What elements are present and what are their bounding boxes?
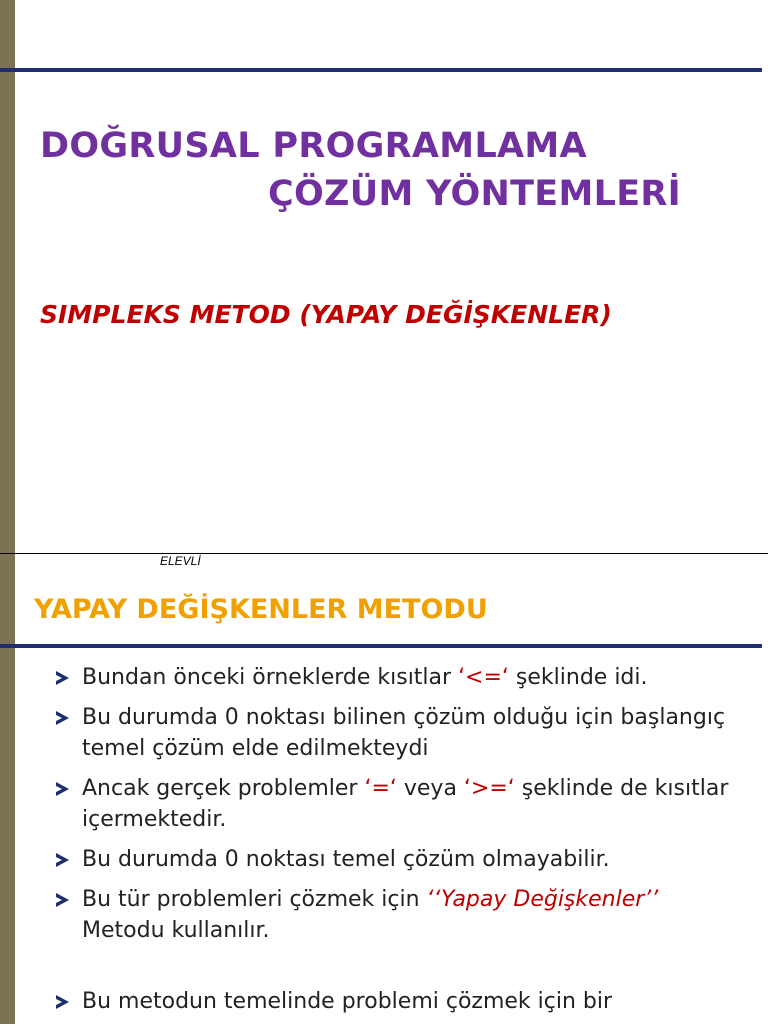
slide-side-bar: [0, 0, 15, 1024]
bullet-text: Bu durumda 0 noktası temel çözüm olmayabilir.: [82, 847, 610, 872]
bullet-highlight: ‘<=‘: [458, 665, 509, 690]
bullet-highlight: ‘>=‘: [463, 776, 515, 801]
bullet-text: veya: [396, 776, 464, 801]
bullet-item: [56, 773, 736, 835]
bullet-item: [56, 986, 736, 1017]
bullet-highlight: ‘‘Yapay Değişkenler’’: [426, 887, 659, 912]
bullet-item: [56, 884, 736, 946]
bullet-text: Metodu kullanılır.: [82, 918, 270, 943]
bullet-text: şeklinde idi.: [508, 665, 648, 690]
arrow-bullet-icon: [56, 995, 69, 1009]
slide2-title: YAPAY DEĞİŞKENLER METODU: [34, 594, 488, 625]
bullet-item: [56, 844, 736, 875]
bullet-text: Bu durumda 0 noktası bilinen çözüm olduğu için başlangıç temel çözüm elde edilmekteydi: [82, 705, 726, 761]
bullet-text: şeklinde de kısıtlar içermektedir.: [82, 776, 729, 832]
slide1-footer-text: ELEVLİ: [160, 554, 201, 568]
arrow-bullet-icon: [56, 671, 69, 685]
bullet-highlight: ‘=‘: [364, 776, 397, 801]
arrow-bullet-icon: [56, 782, 69, 796]
arrow-bullet-icon: [56, 893, 69, 907]
slide1-subtitle: SIMPLEKS METOD (YAPAY DEĞİŞKENLER): [40, 300, 612, 329]
slide1-title-line-2: ÇÖZÜM YÖNTEMLERİ: [268, 174, 681, 214]
slide1-header-rule: [0, 68, 762, 72]
bullet-text: Ancak gerçek problemler: [82, 776, 365, 801]
bullet-list: [56, 662, 736, 1026]
bullet-item: [56, 662, 736, 693]
arrow-bullet-icon: [56, 711, 69, 725]
slide-separator: [0, 553, 768, 554]
bullet-text: Bundan önceki örneklerde kısıtlar: [82, 665, 459, 690]
slide2-header-rule: [0, 644, 762, 648]
bullet-text: Bu tür problemleri çözmek için: [82, 887, 427, 912]
slide1-title-line-1: DOĞRUSAL PROGRAMLAMA: [40, 126, 587, 166]
bullet-item: [56, 702, 736, 764]
arrow-bullet-icon: [56, 853, 69, 867]
bullet-text: Bu metodun temelinde problemi çözmek için bir: [82, 989, 613, 1014]
